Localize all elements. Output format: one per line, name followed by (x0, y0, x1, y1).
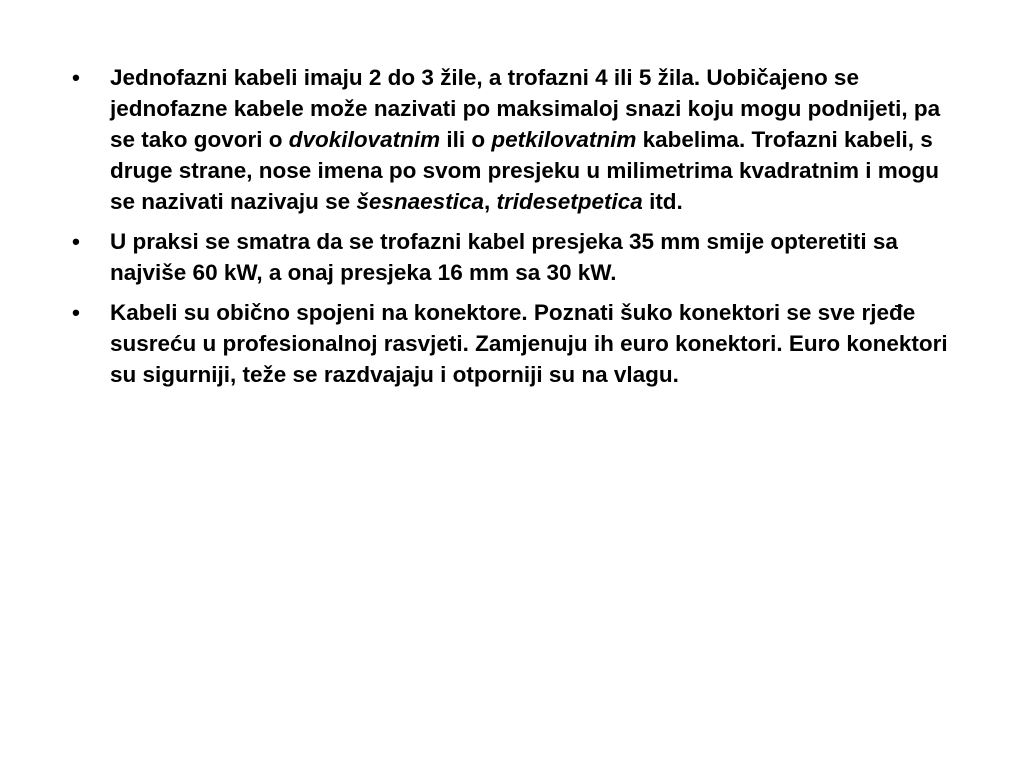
text-segment: kabelima. Trofazni kabeli, s druge strane, nose imena po svom presjeku u milimetrima kvadratnim i mogu se nazivati nazivaju se (110, 127, 939, 214)
text-segment: itd. (642, 189, 683, 214)
italic-term-petkilovatnim: petkilovatnim (491, 127, 637, 152)
bullet-text (110, 65, 940, 214)
text-segment: , (483, 189, 497, 214)
bullet-text: Kabeli su obično spojeni na konektore. Poznati šuko konektori se sve rjeđe susreću u profesionalnoj rasvjeti. Zamjenuju ih euro konektori. Euro konektori su sigurniji, teže se razdvajaju i otporniji su na vlagu. (110, 300, 948, 387)
bullet-icon: • (72, 65, 80, 90)
bullet-item-cable-load (72, 226, 954, 288)
bullet-icon: • (72, 229, 80, 254)
text-segment: ili o (440, 127, 492, 152)
bullet-item-connectors (72, 297, 954, 390)
bullet-icon: • (72, 300, 80, 325)
italic-term-tridesetpetica: tridesetpetica (496, 189, 643, 214)
bullet-list (72, 62, 954, 390)
italic-term-dvokilovatnim: dvokilovatnim (288, 127, 441, 152)
bullet-text: U praksi se smatra da se trofazni kabel presjeka 35 mm smije opteretiti sa najviše 60 kW, a onaj presjeka 16 mm sa 30 kW. (110, 229, 898, 285)
text-segment: Jednofazni kabeli imaju 2 do 3 žile, a trofazni 4 ili 5 žila. Uobičajeno se jednofazne kabele može nazivati po maksimaloj snazi koju mogu podnijeti, pa se tako govori o (110, 65, 941, 152)
italic-term-sesnaestica: šesnaestica (356, 189, 484, 214)
bullet-item-cable-types (72, 62, 954, 217)
